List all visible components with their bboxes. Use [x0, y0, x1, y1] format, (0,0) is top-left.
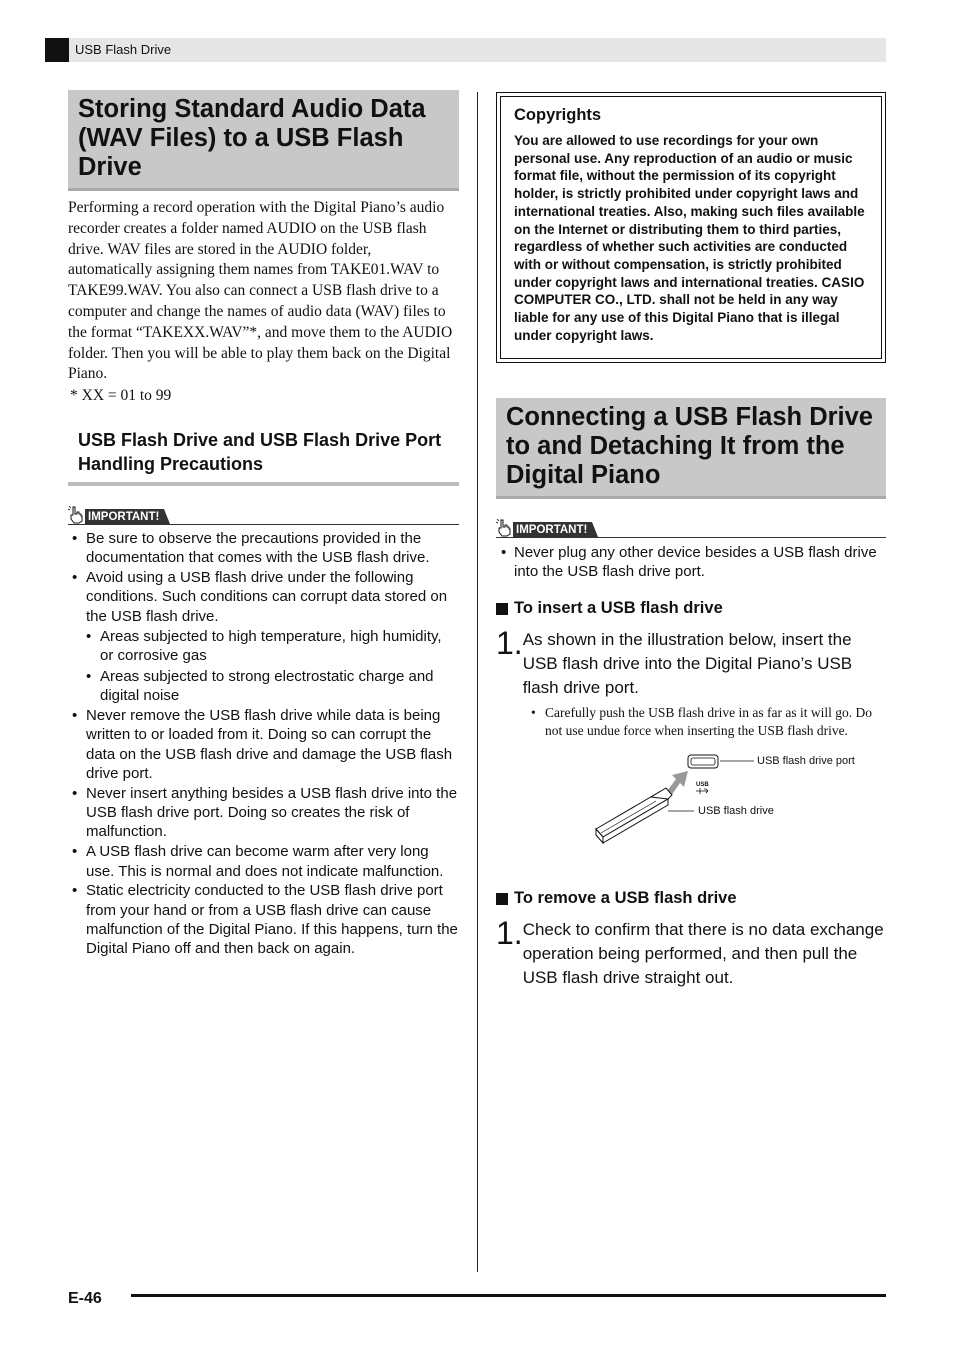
list-item-text: Static electricity conducted to the USB flash drive port from your hand or from a USB flash drive can cause malfunction of the Digital Piano. If this happens, turn the Digital Piano off and then back on again.	[86, 882, 458, 958]
copyright-box	[496, 92, 886, 363]
remove-heading-text: To remove a USB flash drive	[514, 889, 737, 908]
important-banner	[496, 518, 886, 538]
list-item	[68, 881, 459, 958]
list-item-text: Areas subjected to high temperature, high humidity, or corrosive gas	[100, 627, 442, 665]
list-item-text: Never plug any other device besides a USB flash drive into the USB flash drive port.	[514, 544, 877, 581]
list-item	[496, 543, 886, 581]
list-item	[68, 529, 459, 568]
port-label: USB flash drive port	[757, 755, 855, 768]
section-title-box	[68, 90, 459, 191]
column-divider	[477, 92, 478, 1272]
list-item-text: Be sure to observe the precautions provided in the documentation that comes with the USB flash drive.	[86, 529, 430, 567]
header-marker	[45, 38, 69, 62]
page-number: E-46	[68, 1290, 102, 1307]
copyright-body: You are allowed to use recordings for your own personal use. Any reproduction of an audio or music format file, without the permission of its copyright holder, is strictly prohibited under copyright laws and international treaties. Also, making such files available on the Internet or distributing them to third parties, regardless of whether such activities are conducted with or without compensation, is strictly prohibited under copyright laws and international treaties. CASIO COMPUTER CO., LTD. shall not be held in any way liable for any use of this Digital Piano that is illegal under copyright laws.	[514, 133, 865, 343]
sub-list	[86, 627, 459, 705]
footer-rule	[131, 1294, 886, 1297]
remove-step	[496, 915, 886, 990]
list-item	[86, 667, 459, 706]
copyright-title: Copyrights	[514, 106, 602, 124]
list-item-text: Avoid using a USB flash drive under the following conditions. Such conditions can corrupt data stored on the USB flash drive.	[86, 569, 448, 625]
square-bullet-icon	[496, 893, 508, 905]
drive-label: USB flash drive	[698, 805, 774, 818]
header-section-title: USB Flash Drive	[75, 42, 172, 57]
step-text: As shown in the illustration below, insert the USB flash drive into the Digital Piano’s USB flash drive port.	[522, 630, 853, 698]
important-banner	[68, 505, 459, 525]
precautions-subheading: USB Flash Drive and USB Flash Drive Port Handling Precautions	[68, 428, 459, 486]
usb-symbol-text: USB	[696, 782, 709, 789]
usb-insert-illustration	[496, 751, 886, 869]
list-item	[68, 842, 459, 881]
intro-paragraph: Performing a record operation with the Digital Piano’s audio recorder creates a folder named AUDIO on the USB flash drive. WAV files are stored in the AUDIO folder, automatically assigning them names from TAKE01.WAV to TAKE99.WAV. You also can connect a USB flash drive to a computer and change the names of audio data (WAV) files to the format “TAKEXX.WAV”*, and move them to the AUDIO folder. Then you will be able to play them back on the Digital Piano.	[68, 199, 453, 383]
insert-heading	[496, 599, 886, 618]
list-item	[86, 627, 459, 666]
list-item-text: A USB flash drive can become warm after very long use. This is normal and does not indicate malfunction.	[86, 843, 444, 880]
list-item	[68, 568, 459, 705]
section-title-storing-wav: Storing Standard Audio Data (WAV Files) to a USB Flash Drive	[78, 95, 426, 181]
right-column	[496, 92, 886, 990]
copyright-box-inner	[500, 96, 882, 359]
insert-note: • Carefully push the USB flash drive in as far as it will go. Do not use undue force when inserting the USB flash drive.	[531, 704, 886, 739]
list-item	[68, 784, 459, 842]
list-item-text: Never remove the USB flash drive while data is being written to or loaded from it. Doing so can corrupt the data on the USB flash drive and damage the USB flash drive port.	[86, 707, 453, 783]
footnote: * XX = 01 to 99	[70, 387, 172, 405]
connect-important-list	[496, 543, 886, 581]
pointing-hand-icon	[496, 519, 512, 537]
important-label: IMPORTANT!	[513, 522, 592, 537]
important-label-tail	[164, 509, 170, 524]
remove-heading	[496, 889, 886, 908]
page-header	[45, 38, 886, 62]
precautions-list	[68, 529, 459, 959]
section-title-box	[496, 398, 886, 499]
usb-drive-diagram	[496, 751, 886, 869]
square-bullet-icon	[496, 603, 508, 615]
section-title-connecting: Connecting a USB Flash Drive to and Detaching It from the Digital Piano	[506, 403, 873, 490]
pointing-hand-icon	[68, 506, 84, 524]
step-text: Check to confirm that there is no data exchange operation being performed, and then pull the USB flash drive straight out.	[522, 920, 884, 988]
insert-heading-text: To insert a USB flash drive	[514, 599, 723, 618]
step-number: 1.	[496, 915, 523, 952]
list-item-text: Never insert anything besides a USB flash drive into the USB flash drive port. Doing so creates the risk of malfunction.	[86, 784, 458, 841]
list-item	[68, 706, 459, 783]
important-label: IMPORTANT!	[85, 509, 164, 524]
list-item-text: Areas subjected to strong electrostatic charge and digital noise	[100, 667, 434, 704]
step-number: 1.	[496, 625, 523, 662]
insert-step	[496, 625, 886, 700]
left-column	[68, 90, 459, 959]
important-label-tail	[592, 522, 598, 537]
